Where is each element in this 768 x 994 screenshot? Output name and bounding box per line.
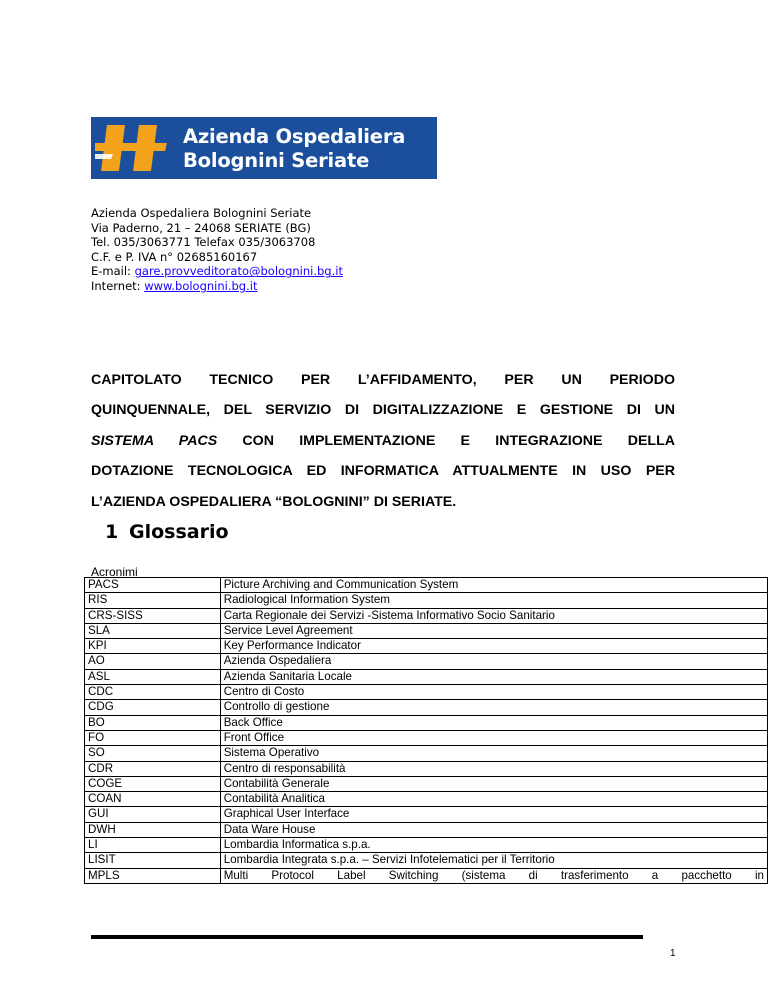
- acronym-cell: CRS-SISS: [85, 608, 221, 623]
- acronym-cell: CDG: [85, 700, 221, 715]
- phone-fax: Tel. 035/3063771 Telefax 035/3063708: [91, 235, 316, 250]
- meaning-cell: Carta Regionale dei Servizi -Sistema Informativo Socio Sanitario: [220, 608, 767, 623]
- page-number: 1: [670, 948, 676, 959]
- title-line-1: CAPITOLATO TECNICO PER L’AFFIDAMENTO, PER UN PERIODO: [91, 372, 675, 388]
- acronym-cell: BO: [85, 715, 221, 730]
- logo-text-line2: Bolognini Seriate: [183, 149, 370, 172]
- table-row: [85, 623, 768, 638]
- acronym-cell: RIS: [85, 593, 221, 608]
- table-row: [85, 776, 768, 791]
- email-line: [91, 264, 343, 279]
- acronyms-label: Acronimi: [91, 565, 138, 579]
- table-row: [85, 669, 768, 684]
- acronym-cell: CDR: [85, 761, 221, 776]
- acronym-cell: FO: [85, 730, 221, 745]
- acronym-cell: SLA: [85, 623, 221, 638]
- title-line-2: QUINQUENNALE, DEL SERVIZIO DI DIGITALIZZAZIONE E GESTIONE DI UN: [91, 402, 675, 419]
- table-row: [85, 792, 768, 807]
- acronym-cell: DWH: [85, 822, 221, 837]
- street-address: Via Paderno, 21 – 24068 SERIATE (BG): [91, 220, 311, 235]
- table-row: [85, 639, 768, 654]
- meaning-cell: Picture Archiving and Communication System: [220, 578, 767, 593]
- table-row: [85, 868, 768, 883]
- table-row: [85, 608, 768, 623]
- email-link[interactable]: gare.provveditorato@bolognini.bg.it: [134, 264, 343, 279]
- table-row: [85, 853, 768, 868]
- glossary-table: [84, 577, 768, 884]
- acronym-cell: AO: [85, 654, 221, 669]
- address-block: [91, 206, 343, 294]
- table-row: [85, 578, 768, 593]
- table-row: [85, 715, 768, 730]
- acronym-cell: LI: [85, 838, 221, 853]
- title-line-4: DOTAZIONE TECNOLOGICA ED INFORMATICA ATTUALMENTE IN USO PER: [91, 463, 675, 480]
- meaning-cell: Contabilità Generale: [220, 776, 767, 791]
- vat-number: C.F. e P. IVA n° 02685160167: [91, 249, 258, 264]
- meaning-cell: Radiological Information System: [220, 593, 767, 608]
- acronym-cell: KPI: [85, 639, 221, 654]
- footer-rule: [91, 935, 643, 939]
- section-number: 1: [105, 521, 119, 543]
- meaning-cell: Lombardia Informatica s.p.a.: [220, 838, 767, 853]
- meaning-cell: Front Office: [220, 730, 767, 745]
- acronym-cell: CDC: [85, 685, 221, 700]
- acronym-cell: GUI: [85, 807, 221, 822]
- acronym-cell: ASL: [85, 669, 221, 684]
- internet-label: Internet:: [91, 278, 145, 293]
- section-title: Glossario: [129, 521, 229, 543]
- hospital-logo: [91, 117, 437, 179]
- meaning-cell: Centro di Costo: [220, 685, 767, 700]
- email-label: E-mail:: [91, 264, 135, 279]
- meaning-cell: Sistema Operativo: [220, 746, 767, 761]
- document-title: [91, 365, 675, 517]
- acronym-cell: LISIT: [85, 853, 221, 868]
- glossary-table-body: [85, 578, 768, 884]
- logo-h-mark-icon: [95, 123, 171, 173]
- meaning-cell: Graphical User Interface: [220, 807, 767, 822]
- table-row: [85, 746, 768, 761]
- table-row: [85, 807, 768, 822]
- meaning-cell: Azienda Ospedaliera: [220, 654, 767, 669]
- acronym-cell: MPLS: [85, 868, 221, 883]
- table-row: [85, 822, 768, 837]
- meaning-cell: Azienda Sanitaria Locale: [220, 669, 767, 684]
- table-row: [85, 730, 768, 745]
- table-row: [85, 685, 768, 700]
- meaning-cell: Controllo di gestione: [220, 700, 767, 715]
- meaning-cell: Centro di responsabilità: [220, 761, 767, 776]
- acronym-cell: COAN: [85, 792, 221, 807]
- table-row: [85, 700, 768, 715]
- title-line-3-rest: CON IMPLEMENTAZIONE E INTEGRAZIONE DELLA: [217, 432, 675, 449]
- title-line-3: [91, 426, 675, 456]
- internet-line: [91, 279, 343, 294]
- table-row: [85, 838, 768, 853]
- meaning-cell: Key Performance Indicator: [220, 639, 767, 654]
- meaning-cell: Data Ware House: [220, 822, 767, 837]
- organization-name: Azienda Ospedaliera Bolognini Seriate: [91, 206, 312, 220]
- website-link[interactable]: www.bolognini.bg.it: [144, 278, 258, 293]
- section-heading: [105, 521, 229, 543]
- logo-text-line1: Azienda Ospedaliera: [183, 125, 406, 148]
- table-row: [85, 654, 768, 669]
- meaning-cell: Lombardia Integrata s.p.a. – Servizi Infotelematici per il Territorio: [220, 853, 767, 868]
- meaning-cell: Multi Protocol Label Switching (sistema di trasferimento a pacchetto in: [220, 868, 767, 883]
- acronym-cell: PACS: [85, 578, 221, 593]
- meaning-cell: Service Level Agreement: [220, 623, 767, 638]
- meaning-cell: Back Office: [220, 715, 767, 730]
- acronym-cell: SO: [85, 746, 221, 761]
- table-row: [85, 761, 768, 776]
- table-row: [85, 593, 768, 608]
- acronym-cell: COGE: [85, 776, 221, 791]
- meaning-cell: Contabilità Analitica: [220, 792, 767, 807]
- title-line-5: L’AZIENDA OSPEDALIERA “BOLOGNINI” DI SERIATE.: [91, 493, 457, 510]
- title-italic-system: SISTEMA PACS: [91, 432, 218, 449]
